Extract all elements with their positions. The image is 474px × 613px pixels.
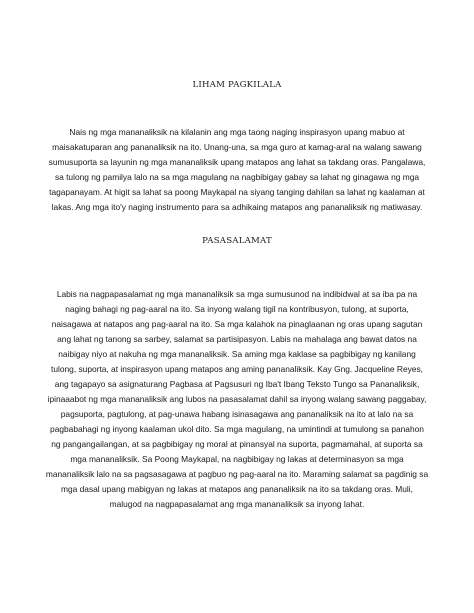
text-line: Nais ng mga mananaliksik na kilalanin ang mga taong naging inspirasyon upang mabuo at xyxy=(69,127,405,137)
text-line: naibigay niyo at nakuha ng mga mananaliksik. Sa aming mga kaklase sa pagbibigay ng kanilang xyxy=(58,349,416,359)
text-line: ng pangangailangan, at sa pagbibigay ng moral at pinansyal na suporta, pagmamahal, at suporta sa xyxy=(51,439,423,449)
text-line: tagapanayam. At higit sa lahat sa poong Maykapal na siyang tanging dahilan sa lahat ng kaalaman at xyxy=(49,187,425,197)
text-line: pagbabahagi ng inyong kaalaman ukol dito. Sa mga magulang, na umintindi at tumulong sa panahon xyxy=(50,424,424,434)
text-line: ipinaaabot ng mga mananaliksik ang lubos na pasasalamat dahil sa inyong walang sawang paggabay, xyxy=(47,394,427,404)
text-line: naging bahagi ng pag-aaral na ito. Sa inyong walang tigil na kontribusyon, tulong, at suporta, xyxy=(65,304,409,314)
text-line: pagsuporta, pagtulong, at pag-unawa habang isinasagawa ang pananaliksik na ito at lalo na sa xyxy=(60,409,414,419)
text-line: mga dasal upang mabigyan ng lakas at matapos ang pananaliksik na ito sa takdang oras. Muli, xyxy=(61,484,413,494)
text-line: ang tagapayo sa asignaturang Pagbasa at Pagsusuri ng Iba't Ibang Teksto Tungo sa Pananaliksik, xyxy=(54,379,420,389)
text-line: maisakatuparan ang pananaliksik na ito. Unang-una, sa mga guro at kamag-aral na walang sawang xyxy=(52,142,422,152)
text-line: naisagawa at natapos ang pag-aaral na ito. Sa mga kalahok na pinaglaanan ng oras upang sagutan xyxy=(51,319,423,329)
paragraph-pasasalamat xyxy=(40,287,434,512)
text-line: sumusuporta sa layunin ng mga mananaliksik upang matapos ang lahat sa takdang oras. Pangalawa, xyxy=(48,157,426,167)
text-line: lakas. Ang mga ito'y naging instrumento para sa adhikaing matapos ang pananaliksik ng matiwasay. xyxy=(51,202,423,212)
text-line: malugod na nagpapasalamat ang mga mananaliksik sa inyong lahat. xyxy=(109,499,365,509)
text-line: sa tulong ng pamilya lalo na sa mga magulang na nagbibigay gabay sa lahat ng ginagawa ng mga xyxy=(54,172,420,182)
heading-liham-pagkilala: LIHAM PAGKILALA xyxy=(192,80,282,90)
text-line: mananaliksik lalo na sa pagsasagawa at pagbuo ng pag-aaral na ito. Maraming salamat sa pagdinig sa xyxy=(45,469,429,479)
text-line: tulong, suporta, at inspirasyon upang matapos ang aming pananaliksik. Kay Gng. Jacqueline Reyes, xyxy=(51,364,423,374)
text-line: mga mananaliksik. Sa Poong Maykapal, na nagbibigay ng lakas at determinasyon sa mga xyxy=(70,454,404,464)
text-line: ang lahat ng tanong sa sarbey, salamat sa partisipasyon. Labis na mahalaga ang bawat datos na xyxy=(57,334,417,344)
heading-pasasalamat: PASASALAMAT xyxy=(202,236,272,246)
paragraph-liham-pagkilala xyxy=(40,125,434,215)
text-line: Labis na nagpapasalamat ng mga mananaliksik sa mga sumusunod na indibidwal at sa iba pa na xyxy=(56,289,418,299)
